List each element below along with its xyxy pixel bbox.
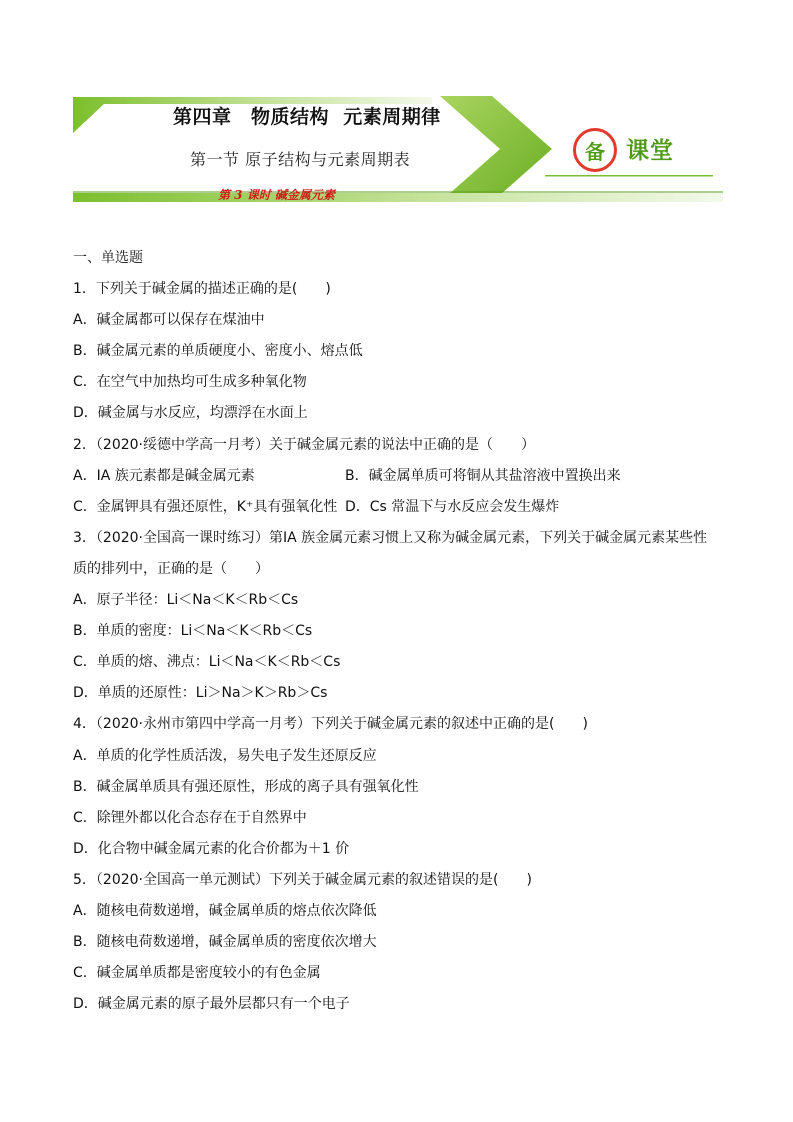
option-d: D．碱金属元素的原子最外层都只有一个电子 — [73, 996, 350, 1013]
option-a: A．原子半径：Li＜Na＜K＜Rb＜Cs — [73, 592, 299, 609]
question-stem-continued: 质的排列中，正确的是（ ） — [73, 560, 269, 577]
option-d: D．单质的还原性：Li＞Na＞K＞Rb＞Cs — [73, 685, 328, 702]
option-b: B．碱金属元素的单质硬度小、密度小、熔点低 — [73, 343, 363, 360]
option-d: D．碱金属与水反应，均漂浮在水面上 — [73, 405, 308, 422]
option-row — [73, 492, 733, 523]
option-c: C．单质的熔、沸点：Li＜Na＜K＜Rb＜Cs — [73, 654, 341, 671]
header-banner — [0, 0, 793, 215]
option-c: C．除锂外都以化合态存在于自然界中 — [73, 809, 307, 826]
option-a: A．单质的化学性质活泼，易失电子发生还原反应 — [73, 747, 377, 764]
logo-badge: 备 — [573, 128, 617, 172]
question-stem: 1．下列关于碱金属的描述正确的是( ) — [73, 281, 331, 298]
chapter-title: 第四章 物质结构 元素周期律 — [173, 106, 441, 128]
question-stem: 5．（2020·全国高一单元测试）下列关于碱金属元素的叙述错误的是( ) — [73, 871, 532, 888]
option-c: C．碱金属单质都是密度较小的有色金属 — [73, 965, 321, 982]
question-stem: 2．（2020·绥德中学高一月考）关于碱金属元素的说法中正确的是（ ） — [73, 436, 535, 453]
option-row — [73, 461, 733, 492]
option-b: B．碱金属单质可将铜从其盐溶液中置换出来 — [345, 467, 621, 484]
option-a: A．碱金属都可以保存在煤油中 — [73, 312, 265, 329]
option-a: A．随核电荷数递增，碱金属单质的熔点依次降低 — [73, 902, 377, 919]
option-c: C．在空气中加热均可生成多种氧化物 — [73, 374, 307, 391]
question-stem: 4．（2020·永州市第四中学高一月考）下列关于碱金属元素的叙述中正确的是( ) — [73, 716, 588, 733]
section-title: 第一节 原子结构与元素周期表 — [190, 150, 411, 169]
option-d: D．Cs 常温下与水反应会发生爆炸 — [345, 498, 560, 515]
option-b: B．单质的密度：Li＜Na＜K＜Rb＜Cs — [73, 623, 313, 640]
option-b: B．碱金属单质具有强还原性，形成的离子具有强氧化性 — [73, 778, 419, 795]
option-a: A．ⅠA 族元素都是碱金属元素 — [73, 467, 255, 484]
option-d: D．化合物中碱金属元素的化合价都为＋1 价 — [73, 840, 350, 857]
logo-text: 课堂 — [626, 137, 674, 164]
question-stem: 3．（2020·全国高一课时练习）第ⅠA 族金属元素习惯上又称为碱金属元素，下列关于碱金属元素某些性 — [73, 529, 708, 546]
option-c: C．金属钾具有强还原性，K⁺具有强氧化性 — [73, 498, 338, 515]
question-list — [73, 243, 733, 1020]
lesson-title: 第 3 课时 碱金属元素 — [218, 188, 335, 202]
section-heading: 一、单选题 — [73, 250, 143, 266]
option-b: B．随核电荷数递增，碱金属单质的密度依次增大 — [73, 934, 377, 951]
